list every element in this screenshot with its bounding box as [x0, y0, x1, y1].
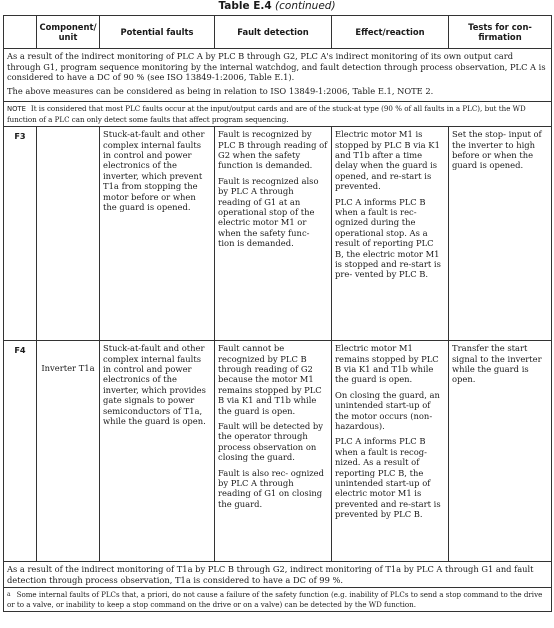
footnote-marker: a [7, 591, 11, 599]
fault-detection-cell [215, 127, 332, 341]
footnote-row [4, 588, 552, 612]
cell-paragraph: Set the stop- input of the inverter to high before or when the guard is opened. [452, 129, 542, 171]
note-label: NOTE [7, 105, 26, 114]
tests-cell [449, 341, 552, 562]
cell-paragraph: Stuck-at-fault and other complex internal faults in control and power electronics of the inverter, which prevent T1a from stopping the motor before or when the guard is opened. [103, 129, 205, 213]
cell-paragraph: Electric motor M1 remains stopped by PLC B via K1 and T1b while the guard is open. [335, 343, 439, 385]
footnote-text: Some internal faults of PLCs that, a priori, do not cause a failure of the safety function (e.g. inability of PLCs to send a stop command to the drive or to a valve, or inability to keep a stop command on the drive or on a valve) can be detected by the WD function. [7, 590, 543, 609]
effect-reaction-cell [332, 341, 449, 562]
fault-id: F3 [4, 127, 37, 341]
cell-paragraph: PLC A informs PLC B when a fault is rec- ognized during the operational stop. As a result of reporting PLC B, the electric motor M1 is stopped and re-start is pre- vented by PLC B. [335, 196, 441, 280]
potential-faults-cell [100, 127, 215, 341]
potential-faults-cell [100, 341, 215, 562]
cell-paragraph: Electric motor M1 is stopped by PLC B via K1 and T1b after a time delay when the guard is opened, and re-start is prevented. [335, 129, 440, 192]
note-text: It is considered that most PLC faults occur at the input/output cards and are of the stuck-at type (90 % of all faults in a PLC), but the WD function of a PLC can only detect some faults that affect program sequencing. [7, 104, 526, 124]
closing-row [4, 562, 552, 588]
cell-paragraph: Fault is recognized also by PLC A through reading of G1 at an operational stop of the electric motor M1 or when the safety func- tion is demanded. [218, 175, 319, 249]
component-cell: Inverter T1a [37, 341, 100, 562]
effect-reaction-cell [332, 127, 449, 341]
table-row [4, 127, 552, 341]
note-cell [4, 102, 552, 127]
intro-row [4, 49, 552, 102]
intro-paragraph: The above measures can be considered as being in relation to ISO 13849-1:2006, Table E.1, NOTE 2. [7, 85, 434, 96]
cell-paragraph: Fault is also rec- ognized by PLC A through reading of G1 on closing the guard. [218, 467, 324, 509]
table-row [4, 341, 552, 562]
cell-paragraph: On closing the guard, an unintended start-up of the motor occurs (non-hazardous). [335, 389, 440, 432]
cell-paragraph: Fault will be detected by the operator through process observation on closing the guard. [218, 421, 323, 463]
cell-paragraph: Stuck-at-fault and other complex internal faults in control and power electronics of the inverter, which provides gate signals to power semiconductors of T1a, while the guard is open. [103, 343, 206, 427]
table-caption-suffix: (continued) [275, 0, 336, 12]
header-potential-faults: Potential faults [100, 16, 215, 49]
fault-analysis-table [3, 15, 552, 612]
intro-cell [4, 49, 552, 102]
intro-paragraph: As a result of the indirect monitoring of PLC A by PLC B through G2, PLC A's indirect monitoring of its own output card through G1, program sequence monitoring by the internal watchdog, and fault detection through process observation, PLC A is considered to have a DC of 90 % (see ISO 13849-1:2006, Table E.1). [7, 51, 546, 83]
cell-paragraph: Transfer the start signal to the inverter while the guard is open. [452, 343, 542, 385]
fault-detection-cell [215, 341, 332, 562]
cell-paragraph: PLC A informs PLC B when a fault is recog- nized. As a result of reporting PLC B, the unintended start-up of electric motor M1 is prevented and re-start is prevented by PLC B. [335, 436, 441, 520]
footnote-cell [4, 588, 552, 612]
table-caption [0, 0, 554, 13]
header-effect-reaction: Effect/reaction [332, 16, 449, 49]
closing-cell: As a result of the indirect monitoring of T1a by PLC B through G2, indirect monitoring of T1a by PLC A through G1 and fault detection through process observation, T1a is considered to have a DC of 99 %. [4, 562, 552, 588]
header-id [4, 16, 37, 49]
note-row [4, 102, 552, 127]
tests-cell [449, 127, 552, 341]
header-tests: Tests for con- firmation [449, 16, 552, 49]
header-fault-detection: Fault detection [215, 16, 332, 49]
header-component: Component/ unit [37, 16, 100, 49]
header-row [4, 16, 552, 49]
table-title: Table E.4 [218, 0, 272, 12]
component-cell [37, 127, 100, 341]
cell-paragraph: Fault cannot be recognized by PLC B through reading of G2 because the motor M1 remains stopped by PLC B via K1 and T1b while the guard is open. [218, 343, 322, 416]
cell-paragraph: Fault is recognized by PLC B through reading of G2 when the safety function is demanded. [218, 129, 328, 171]
fault-id: F4 [4, 341, 37, 562]
